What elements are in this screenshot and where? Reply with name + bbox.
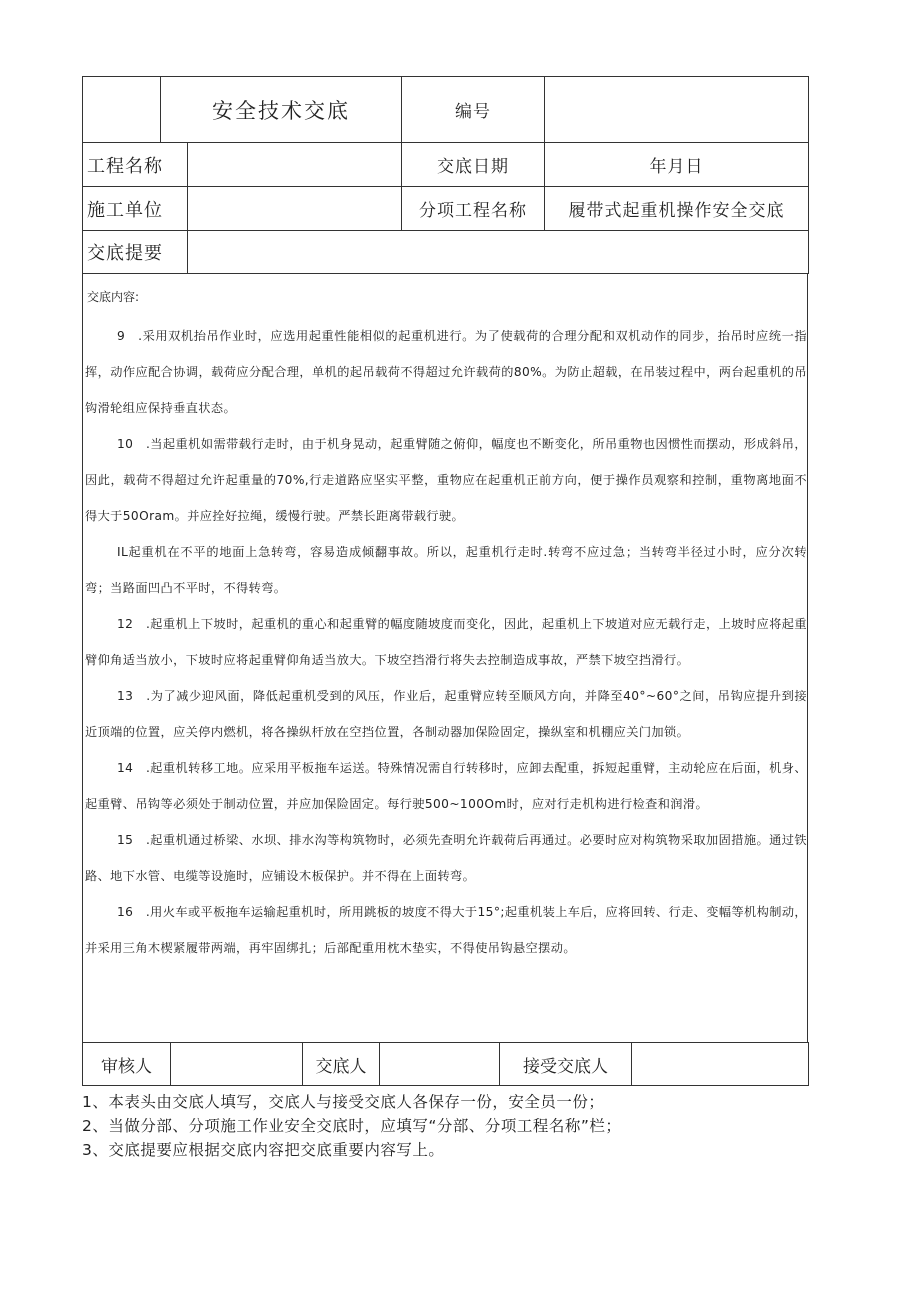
receiver-field[interactable] <box>632 1043 809 1086</box>
content-paragraph-14: 14 .起重机转移工地。应采用平板拖车运送。特殊情况需自行转移时，应卸去配重，拆短起重臂，主动轮应在后面，机身、起重臂、吊钩等必须处于制动位置，并应加保险固定。每行驶500~100Om时，应对行走机构进行检查和润滑。 <box>85 761 807 811</box>
content-paragraph-12: 12 .起重机上下坡时，起重机的重心和起重臂的幅度随坡度而变化，因此，起重机上下坡道对应无载行走，上坡时应将起重臂仰角适当放小，下坡时应将起重臂仰角适当放大。下坡空挡滑行将失去控制造成事故，严禁下坡空挡滑行。 <box>85 617 807 667</box>
discloser-field[interactable] <box>380 1043 500 1086</box>
content-paragraph-15: 15 .起重机通过桥梁、水坝、排水沟等构筑物时，必须先查明允许载荷后再通过。必要时应对构筑物采取加固措施。通过铁路、地下水管、电缆等设施时，应铺设木板保护。并不得在上面转弯。 <box>85 833 807 883</box>
summary-field[interactable] <box>188 231 809 274</box>
receiver-label: 接受交底人 <box>500 1043 632 1086</box>
content-paragraph-13: 13 .为了减少迎风面，降低起重机受到的风压，作业后，起重臂应转至顺风方向，并降至40°~60°之间，吊钩应提升到接近顶端的位置，应关停内燃机，将各操纵杆放在空挡位置，各制动器加保险固定，操纵室和机棚应关门加锁。 <box>85 689 807 739</box>
content-paragraph-10: 10 .当起重机如需带载行走时，由于机身晃动，起重臂随之俯仰，幅度也不断变化，所吊重物也因惯性而摆动，形成斜吊，因此，载荷不得超过允许起重量的70%,行走道路应坚实平整，重物应在起重机正前方向，便于操作员观察和控制，重物离地面不得大于50Oram。并应拴好拉绳，缓慢行驶。严禁长距离带载行驶。 <box>85 437 807 523</box>
number-field[interactable] <box>545 77 809 143</box>
reviewer-field[interactable] <box>171 1043 303 1086</box>
header-table <box>82 76 809 274</box>
summary-label: 交底提要 <box>83 231 188 274</box>
number-label: 编号 <box>402 77 545 143</box>
content-section <box>82 274 808 1042</box>
footnote-2: 2、当做分部、分项施工作业安全交底时，应填写“分部、分项工程名称”栏； <box>82 1117 622 1135</box>
reviewer-label: 审核人 <box>83 1043 171 1086</box>
safety-disclosure-form <box>82 76 808 1086</box>
footnote-3: 3、交底提要应根据交底内容把交底重要内容写上。 <box>82 1141 445 1159</box>
project-name-label: 工程名称 <box>83 143 188 187</box>
content-paragraph-16: 16 .用火车或平板拖车运输起重机时，所用跳板的坡度不得大于15°;起重机装上车后，应将回转、行走、变幅等机构制动，并采用三角木楔紧履带两端，再牢固绑扎；后部配重用枕木垫实，不得使吊钩悬空摆动。 <box>85 905 807 955</box>
form-title: 安全技术交底 <box>161 77 402 143</box>
footnotes <box>82 1090 812 1162</box>
unit-field[interactable] <box>188 187 402 231</box>
date-field[interactable]: 年月日 <box>545 143 809 187</box>
unit-label: 施工单位 <box>83 187 188 231</box>
logo-cell <box>83 77 161 143</box>
discloser-label: 交底人 <box>303 1043 380 1086</box>
project-name-field[interactable] <box>188 143 402 187</box>
content-paragraph-9: 9 .采用双机抬吊作业时，应选用起重性能相似的起重机进行。为了使载荷的合理分配和双机动作的同步，抬吊时应统一指挥，动作应配合协调，载荷应分配合理，单机的起吊载荷不得超过允许载荷的80%。为防止超载，在吊装过程中，两台起重机的吊钩滑轮组应保持垂直状态。 <box>85 329 807 415</box>
content-paragraph-11: IL起重机在不平的地面上急转弯，容易造成倾翻事故。所以，起重机行走时.转弯不应过急；当转弯半径过小时，应分次转弯；当路面凹凸不平时，不得转弯。 <box>85 545 807 595</box>
sub-project-field[interactable]: 履带式起重机操作安全交底 <box>545 187 809 231</box>
content-paragraphs <box>85 318 807 966</box>
content-heading: 交底内容: <box>87 290 140 304</box>
footnote-1: 1、本表头由交底人填写，交底人与接受交底人各保存一份，安全员一份； <box>82 1093 605 1111</box>
date-label: 交底日期 <box>402 143 545 187</box>
signature-table <box>82 1042 809 1086</box>
sub-project-label: 分项工程名称 <box>402 187 545 231</box>
